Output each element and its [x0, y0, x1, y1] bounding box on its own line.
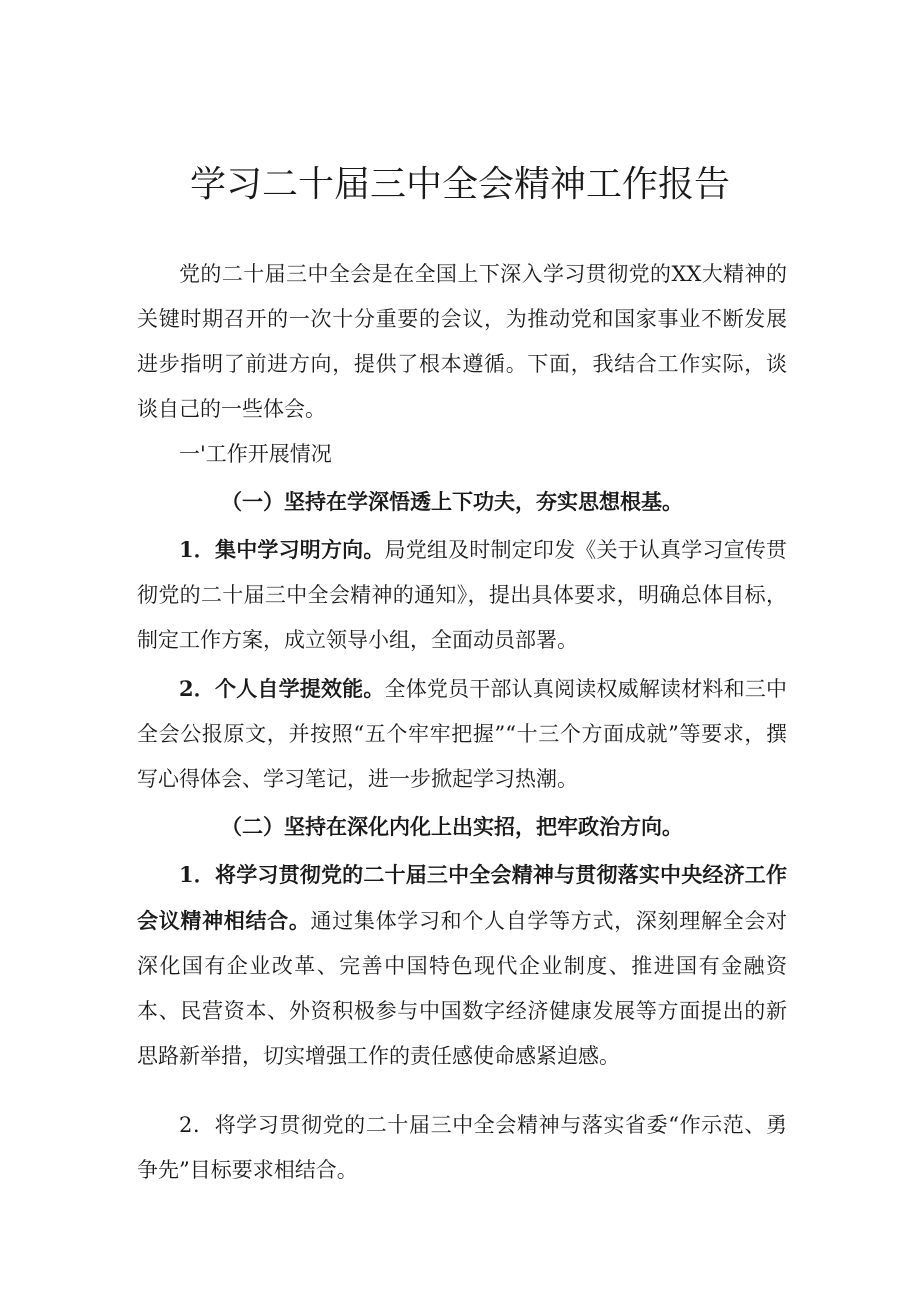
section-heading-1: 一'工作开展情况	[179, 442, 332, 466]
list-item-1-2	[137, 666, 787, 802]
document-title: 学习二十届三中全会精神工作报告	[189, 164, 730, 205]
item-text: 局党组及时制定印发《关于认真学习宣传贯彻党的二十届三中全会精神的通知》，提出具体要求，明确总体目标，制定工作方案，成立领导小组，全面动员部署。	[137, 538, 787, 652]
intro-paragraph: 党的二十届三中全会是在全国上下深入学习贯彻党的XX大精神的关键时期召开的一次十分重要的会议，为推动党和国家事业不断发展进步指明了前进方向，提供了根本遵循。下面，我结合工作实际，谈谈自己的一些体会。	[137, 262, 787, 421]
item-text: 通过集体学习和个人自学等方式，深刻理解全会对深化国有企业改革、完善中国特色现代企业制度、推进国有金融资本、民营资本、外资积极参与中国数字经济健康发展等方面提出的新思路新举措，切实增强工作的责任感使命感紧迫感。	[137, 909, 788, 1068]
list-item-2-1	[137, 852, 787, 1079]
list-item-2-2: 2．将学习贯彻党的二十届三中全会精神与落实省委“作示范、勇争先”目标要求相结合。	[137, 1113, 787, 1182]
subsection-heading-2: （二）坚持在深化内化上出实招，把牢政治方向。	[221, 814, 683, 839]
list-item-1-1	[137, 527, 787, 663]
item-lead: 1．将学习贯彻党的二十届三中全会精神与贯彻落实中央经济工作会议精神相结合。	[137, 862, 787, 933]
item-lead: 1．集中学习明方向。	[179, 537, 385, 562]
document-body	[137, 252, 787, 1193]
item-lead: 2．个人自学提效能。	[179, 676, 385, 701]
item-text: 全体党员干部认真阅读权威解读材料和三中全会公报原文，并按照“五个牢牢把握”“十三个方面成就”等要求，撰写心得体会、学习笔记，进一步掀起学习热潮。	[137, 677, 787, 791]
subsection-heading-1: （一）坚持在学深悟透上下功夫，夯实思想根基。	[221, 489, 683, 514]
